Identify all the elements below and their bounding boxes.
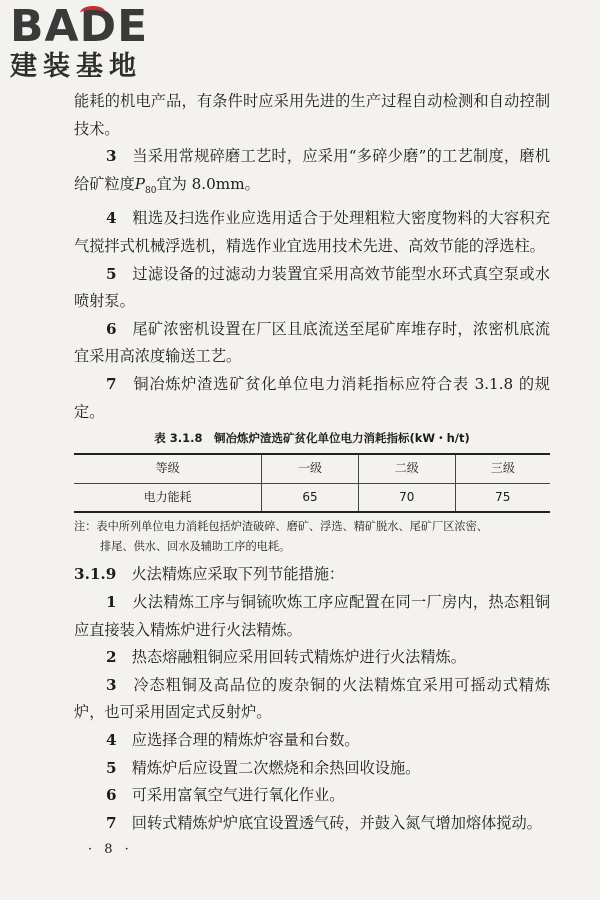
table-note: 注：表中所列单位电力消耗包括炉渣破碎、磨矿、浮选、精矿脱水、尾矿厂区浓密、 排尾、供水、回水及辅助工序的电耗。 (74, 520, 488, 554)
list-item: 1 火法精炼工序与铜锍吹炼工序应配置在同一厂房内，热态粗铜应直接装入精炼炉进行火法精炼。 (74, 592, 551, 639)
document-body (74, 88, 550, 837)
page-number: · 8 · (88, 842, 133, 857)
table-caption: 表 3.1.8 铜冶炼炉渣选矿贫化单位电力消耗指标(kW・h/t) (154, 431, 470, 446)
energy-table (74, 453, 550, 513)
table-row (74, 483, 550, 512)
table-row-label: 电力能耗 (74, 483, 262, 512)
table-cell: 65 (262, 483, 359, 512)
clause-item-7: 7 铜冶炼炉渣选矿贫化单位电力消耗指标应符合表 3.1.8 的规定。 (74, 374, 550, 421)
logo-subtitle: 建装基地 (10, 51, 142, 82)
table-cell: 75 (455, 483, 550, 512)
table-header-cell: 一级 (262, 454, 359, 483)
clause-item-3: 3 当采用常规碎磨工艺时，应采用“多碎少磨”的工艺制度，磨机给矿粒度$P_{80}$宜为 8.0mm。 (74, 147, 551, 196)
list-item: 6 可采用富氧空气进行氧化作业。 (106, 786, 345, 805)
logo-brand: BADE (10, 1, 149, 52)
logo-swoosh-icon (80, 6, 106, 20)
table-header-cell: 二级 (358, 454, 455, 483)
continued-paragraph: 能耗的机电产品，有条件时应采用先进的生产过程自动检测和自动控制技术。 (74, 92, 550, 138)
table-header-cell: 等级 (74, 454, 262, 483)
list-item: 5 精炼炉后应设置二次燃烧和余热回收设施。 (106, 758, 421, 777)
logo (10, 1, 180, 86)
list-item: 4 应选择合理的精炼炉容量和台数。 (106, 730, 360, 749)
clause-item-5: 5 过滤设备的过滤动力装置宜采用高效节能型水环式真空泵或水喷射泵。 (74, 264, 551, 311)
table-cell: 70 (358, 483, 455, 512)
list-item: 7 回转式精炼炉炉底宜设置透气砖，并鼓入氮气增加熔体搅动。 (106, 813, 542, 832)
section-heading: 3.1.9 火法精炼应采取下列节能措施： (74, 565, 345, 584)
list-item: 3 冷态粗铜及高品位的废杂铜的火法精炼宜采用可摇动式精炼炉，也可采用固定式反射炉。 (74, 675, 551, 722)
clause-item-6: 6 尾矿浓密机设置在厂区且底流送至尾矿库堆存时，浓密机底流宜采用高浓度输送工艺。 (74, 319, 551, 366)
list-item: 2 热态熔融粗铜应采用回转式精炼炉进行火法精炼。 (106, 648, 466, 667)
clause-item-4: 4 粗选及扫选作业应选用适合于处理粗粒大密度物料的大容积充气搅拌式机械浮选机，精选作业宜选用技术先进、高效节能的浮选柱。 (74, 209, 551, 255)
table-header-cell: 三级 (455, 454, 550, 483)
table-header-row (74, 454, 550, 483)
